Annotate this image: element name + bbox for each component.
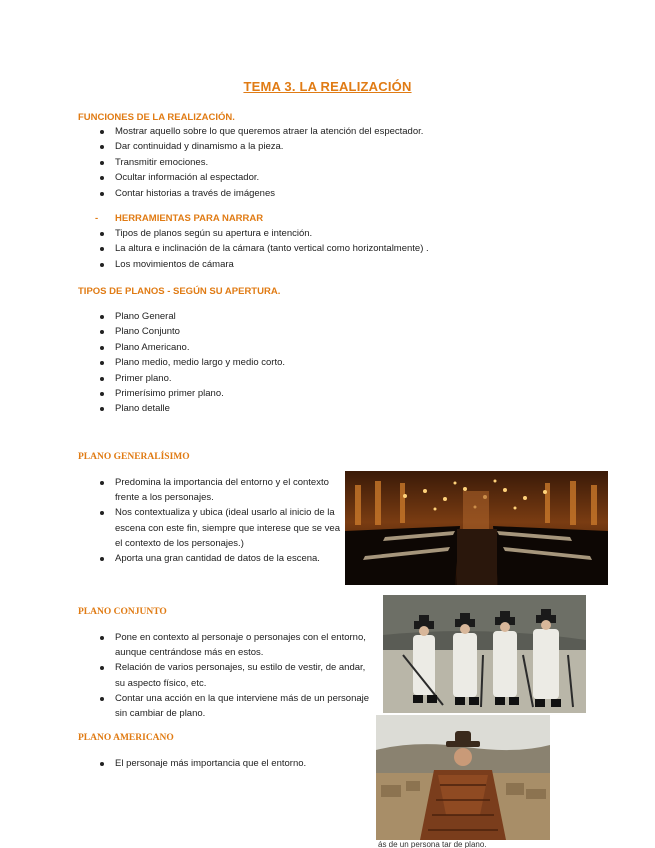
list-item: Ocultar información al espectador. bbox=[98, 170, 423, 185]
list-item: El personaje más importancia que el entorno. bbox=[98, 756, 306, 771]
conjunto-list bbox=[98, 630, 370, 721]
list-item: Primerísimo primer plano. bbox=[98, 386, 285, 401]
list-item: La altura e inclinación de la cámara (tanto vertical como horizontalmente) . bbox=[98, 241, 429, 256]
tipos-list bbox=[98, 309, 285, 417]
herramientas-list bbox=[98, 226, 429, 272]
list-item: Contar historias a través de imágenes bbox=[98, 186, 423, 201]
caption-fragment: ás de un persona tar de plano. bbox=[378, 840, 487, 848]
cowboy-photo bbox=[376, 715, 550, 840]
group-photo bbox=[383, 595, 586, 713]
list-item: Contar una acción en la que interviene más de un personaje sin cambiar de plano. bbox=[98, 691, 370, 721]
list-item: Pone en contexto al personaje o personajes con el entorno, aunque centrándose más en estos. bbox=[98, 630, 370, 660]
list-item: Mostrar aquello sobre lo que queremos atraer la atención del espectador. bbox=[98, 124, 423, 139]
section-heading-conjunto: PLANO CONJUNTO bbox=[78, 607, 167, 617]
list-item: Plano medio, medio largo y medio corto. bbox=[98, 355, 285, 370]
great-hall-photo bbox=[345, 471, 608, 585]
list-item: Primer plano. bbox=[98, 371, 285, 386]
section-heading-funciones: FUNCIONES DE LA REALIZACIÓN. bbox=[78, 112, 235, 123]
list-item: Dar continuidad y dinamismo a la pieza. bbox=[98, 139, 423, 154]
list-item: Plano Americano. bbox=[98, 340, 285, 355]
section-heading-americano: PLANO AMERICANO bbox=[78, 733, 174, 743]
page-title: TEMA 3. LA REALIZACIÓN bbox=[243, 79, 412, 94]
list-item: Predomina la importancia del entorno y el contexto frente a los personajes. bbox=[98, 475, 343, 505]
section-heading-tipos: TIPOS DE PLANOS - SEGÚN SU APERTURA. bbox=[78, 286, 281, 297]
list-item: Transmitir emociones. bbox=[98, 155, 423, 170]
herramientas-heading-text: HERRAMIENTAS PARA NARRAR bbox=[115, 213, 264, 224]
section-heading-herramientas bbox=[95, 213, 263, 224]
list-item: Relación de varios personajes, su estilo de vestir, de andar, su aspecto físico, etc. bbox=[98, 660, 370, 690]
list-item: Plano detalle bbox=[98, 401, 285, 416]
list-item: Plano Conjunto bbox=[98, 324, 285, 339]
section-heading-generalisimo: PLANO GENERALÍSIMO bbox=[78, 452, 190, 462]
dash-marker: - bbox=[95, 213, 99, 224]
generalisimo-list bbox=[98, 475, 343, 566]
list-item: Nos contextualiza y ubica (ideal usarlo al inicio de la escena con este fin, siempre que interese que se vea el contexto de los personajes.) bbox=[98, 505, 343, 551]
list-item: Tipos de planos según su apertura e intención. bbox=[98, 226, 429, 241]
list-item: Los movimientos de cámara bbox=[98, 257, 429, 272]
americano-list bbox=[98, 756, 306, 771]
list-item: Aporta una gran cantidad de datos de la escena. bbox=[98, 551, 343, 566]
list-item: Plano General bbox=[98, 309, 285, 324]
funciones-list bbox=[98, 124, 423, 201]
